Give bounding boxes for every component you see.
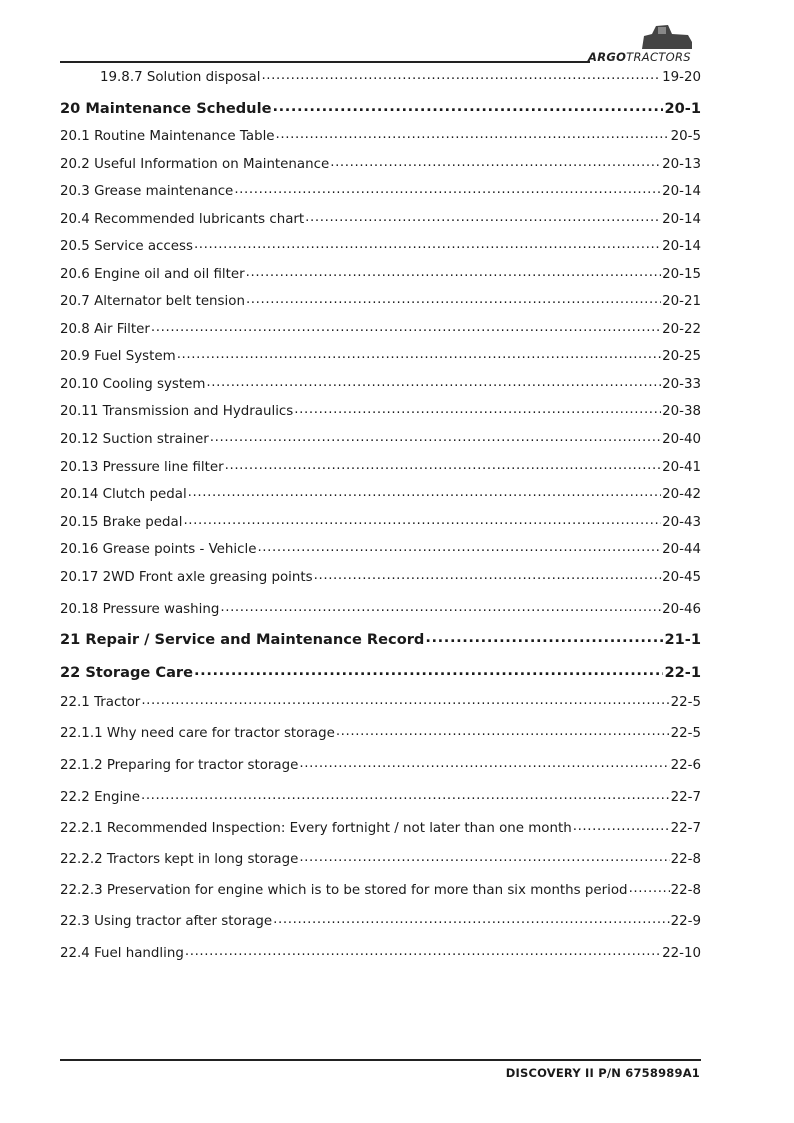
- toc-entry[interactable]: [60, 819, 701, 836]
- toc-leader-dots: [194, 237, 661, 250]
- toc-entry[interactable]: [60, 155, 701, 172]
- tractor-icon: [634, 22, 696, 50]
- toc-leader-dots: [272, 98, 663, 113]
- logo-brand-bold: ARGO: [588, 50, 627, 64]
- toc-entry[interactable]: [60, 265, 701, 282]
- toc-entry[interactable]: [60, 320, 701, 337]
- toc-leader-dots: [188, 485, 661, 498]
- toc-entry-page: 22-8: [670, 852, 701, 868]
- toc-leader-dots: [299, 850, 669, 863]
- toc-entry-page: 20-38: [662, 404, 701, 420]
- toc-entry-page: 20-41: [662, 460, 701, 476]
- toc-leader-dots: [151, 320, 661, 333]
- logo-text: [588, 50, 691, 64]
- toc-entry[interactable]: [60, 693, 701, 710]
- toc-entry-page: 22-5: [670, 726, 701, 742]
- toc-entry-label: 20.10 Cooling system: [60, 377, 206, 393]
- toc-entry[interactable]: [60, 237, 701, 254]
- toc-entry-label: 22.2.2 Tractors kept in long storage: [60, 852, 299, 868]
- toc-entry[interactable]: [60, 127, 701, 144]
- toc-entry[interactable]: [60, 182, 701, 199]
- toc-leader-dots: [185, 944, 661, 957]
- toc-entry[interactable]: [60, 347, 701, 364]
- toc-entry[interactable]: [60, 513, 701, 530]
- toc-leader-dots: [330, 155, 661, 168]
- toc-entry-label: 20.15 Brake pedal: [60, 515, 183, 531]
- toc-entry[interactable]: [60, 68, 701, 85]
- toc-leader-dots: [336, 724, 670, 737]
- toc-entry-page: 20-14: [662, 184, 701, 200]
- toc-entry-page: 22-7: [670, 821, 701, 837]
- toc-entry-page: 20-45: [662, 570, 701, 586]
- toc-entry-page: 22-6: [670, 758, 701, 774]
- toc-leader-dots: [273, 912, 669, 925]
- toc-leader-dots: [210, 430, 661, 443]
- toc-entry[interactable]: [60, 540, 701, 557]
- toc-leader-dots: [246, 265, 661, 278]
- footer-rule: [60, 1059, 701, 1061]
- toc-entry[interactable]: [60, 881, 701, 898]
- toc-entry-page: 20-1: [664, 99, 701, 117]
- toc-entry[interactable]: [60, 912, 701, 929]
- toc-entry-page: 20-42: [662, 487, 701, 503]
- toc-entry-page: 20-43: [662, 515, 701, 531]
- toc-entry-label: 22.1.1 Why need care for tractor storage: [60, 726, 335, 742]
- toc-entry-label: 20.6 Engine oil and oil filter: [60, 267, 245, 283]
- toc-entry-label: 20.13 Pressure line filter: [60, 460, 224, 476]
- toc-entry-label: 19.8.7 Solution disposal: [100, 70, 261, 86]
- toc-entry-label: 22.2 Engine: [60, 790, 140, 806]
- toc-entry-page: 20-14: [662, 212, 701, 228]
- toc-entry-page: 20-33: [662, 377, 701, 393]
- toc-leader-dots: [314, 568, 661, 581]
- toc-entry-page: 20-22: [662, 322, 701, 338]
- toc-entry-page: 22-5: [670, 695, 701, 711]
- toc-leader-dots: [141, 693, 669, 706]
- toc-entry[interactable]: [60, 458, 701, 475]
- toc-entry-label: 20.16 Grease points - Vehicle: [60, 542, 257, 558]
- toc-entry-page: 22-8: [670, 883, 701, 899]
- toc-entry-page: 20-5: [670, 129, 701, 145]
- toc-entry-label: 20.9 Fuel System: [60, 349, 176, 365]
- toc-entry-label: 20.3 Grease maintenance: [60, 184, 234, 200]
- toc-leader-dots: [276, 127, 670, 140]
- toc-leader-dots: [225, 458, 661, 471]
- toc-leader-dots: [573, 819, 670, 832]
- toc-entry-label: 20.8 Air Filter: [60, 322, 150, 338]
- toc-entry[interactable]: [60, 568, 701, 585]
- toc-entry-label: 20.12 Suction strainer: [60, 432, 209, 448]
- toc-leader-dots: [246, 292, 661, 305]
- toc-entry-label: 22.1.2 Preparing for tractor storage: [60, 758, 299, 774]
- toc-entry-page: 20-40: [662, 432, 701, 448]
- toc-entry[interactable]: [60, 375, 701, 392]
- toc-leader-dots: [194, 662, 663, 677]
- toc-entry-page: 20-15: [662, 267, 701, 283]
- toc-entry-label: 20.1 Routine Maintenance Table: [60, 129, 275, 145]
- toc-entry-label: 21 Repair / Service and Maintenance Record: [60, 630, 425, 648]
- toc-entry-label: 20.18 Pressure washing: [60, 602, 220, 618]
- toc-entry-label: 20.11 Transmission and Hydraulics: [60, 404, 294, 420]
- toc-leader-dots: [261, 68, 661, 81]
- toc-entry-page: 20-25: [662, 349, 701, 365]
- toc-entry-page: 20-21: [662, 294, 701, 310]
- toc-entry-page: 19-20: [662, 70, 701, 86]
- toc-entry-page: 22-7: [670, 790, 701, 806]
- toc-entry-label: 22.2.1 Recommended Inspection: Every fortnight / not later than one month: [60, 821, 572, 837]
- toc-entry-page: 20-46: [662, 602, 701, 618]
- toc-leader-dots: [177, 347, 661, 360]
- argo-tractors-logo: [588, 22, 700, 68]
- toc-leader-dots: [299, 756, 669, 769]
- toc-entry[interactable]: [60, 292, 701, 309]
- toc-leader-dots: [234, 182, 661, 195]
- toc-entry-page: 20-13: [662, 157, 701, 173]
- toc-leader-dots: [294, 402, 661, 415]
- toc-entry[interactable]: [60, 724, 701, 741]
- toc-entry-page: 20-14: [662, 239, 701, 255]
- toc-entry-label: 20.7 Alternator belt tension: [60, 294, 245, 310]
- toc-entry-label: 22.3 Using tractor after storage: [60, 914, 273, 930]
- toc-entry-page: 22-10: [662, 946, 701, 962]
- toc-entry-label: 20.4 Recommended lubricants chart: [60, 212, 305, 228]
- toc-entry-label: 22.4 Fuel handling: [60, 946, 184, 962]
- toc-entry[interactable]: [60, 944, 701, 961]
- toc-leader-dots: [183, 513, 661, 526]
- toc-entry-label: 20.5 Service access: [60, 239, 193, 255]
- toc-entry[interactable]: [60, 629, 701, 648]
- logo-brand-light: TRACTORS: [626, 50, 691, 64]
- toc-entry[interactable]: [60, 210, 701, 227]
- toc-leader-dots: [206, 375, 661, 388]
- toc-entry-page: 20-44: [662, 542, 701, 558]
- toc-entry-label: 22.2.3 Preservation for engine which is to be stored for more than six months period: [60, 883, 628, 899]
- toc-leader-dots: [257, 540, 661, 553]
- toc-entry-page: 22-9: [670, 914, 701, 930]
- toc-leader-dots: [305, 210, 661, 223]
- toc-entry[interactable]: [60, 788, 701, 805]
- toc-entry-label: 20 Maintenance Schedule: [60, 99, 272, 117]
- toc-leader-dots: [425, 629, 663, 644]
- toc-entry-page: 21-1: [664, 630, 701, 648]
- toc-entry[interactable]: [60, 756, 701, 773]
- toc-entry[interactable]: [60, 850, 701, 867]
- toc-entry-label: 22 Storage Care: [60, 663, 194, 681]
- toc-entry[interactable]: [60, 662, 701, 681]
- toc-entry[interactable]: [60, 485, 701, 502]
- footer-part-number: DISCOVERY II P/N 6758989A1: [505, 1066, 700, 1080]
- toc-leader-dots: [629, 881, 670, 894]
- toc-leader-dots: [141, 788, 670, 801]
- header-rule: [60, 61, 590, 63]
- toc-entry[interactable]: [60, 430, 701, 447]
- toc-leader-dots: [220, 600, 661, 613]
- toc-entry[interactable]: [60, 402, 701, 419]
- toc-entry[interactable]: [60, 98, 701, 117]
- toc-entry-label: 20.2 Useful Information on Maintenance: [60, 157, 330, 173]
- toc-entry-label: 20.17 2WD Front axle greasing points: [60, 570, 313, 586]
- toc-entry-label: 22.1 Tractor: [60, 695, 141, 711]
- toc-entry-label: 20.14 Clutch pedal: [60, 487, 187, 503]
- toc-entry-page: 22-1: [664, 663, 701, 681]
- toc-entry[interactable]: [60, 600, 701, 617]
